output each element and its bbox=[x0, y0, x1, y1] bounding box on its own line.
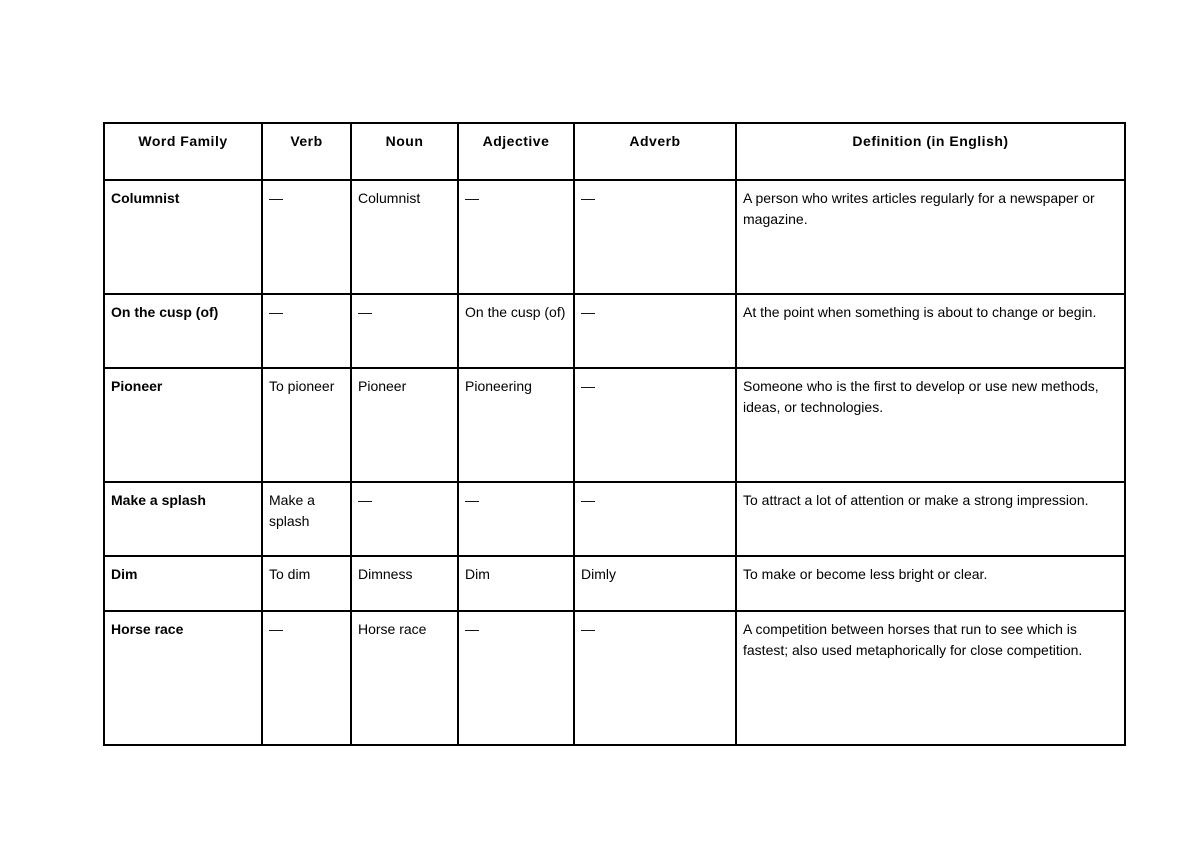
table-row bbox=[104, 294, 1125, 368]
header-adjective: Adjective bbox=[458, 123, 574, 180]
cell-adverb: Dimly bbox=[574, 556, 736, 611]
cell-adverb: — bbox=[574, 611, 736, 745]
vocabulary-table bbox=[103, 122, 1126, 746]
cell-noun: — bbox=[351, 482, 458, 556]
table-header-row bbox=[104, 123, 1125, 180]
cell-adjective: — bbox=[458, 482, 574, 556]
cell-word-family: On the cusp (of) bbox=[104, 294, 262, 368]
header-definition: Definition (in English) bbox=[736, 123, 1125, 180]
cell-noun: Columnist bbox=[351, 180, 458, 294]
cell-definition: A competition between horses that run to see which is fastest; also used metaphorically for close competition. bbox=[736, 611, 1125, 745]
cell-verb: — bbox=[262, 294, 351, 368]
cell-definition: A person who writes articles regularly for a newspaper or magazine. bbox=[736, 180, 1125, 294]
cell-adverb: — bbox=[574, 368, 736, 482]
cell-verb: — bbox=[262, 180, 351, 294]
header-adverb: Adverb bbox=[574, 123, 736, 180]
cell-adverb: — bbox=[574, 482, 736, 556]
cell-noun: Horse race bbox=[351, 611, 458, 745]
cell-definition: At the point when something is about to change or begin. bbox=[736, 294, 1125, 368]
header-noun: Noun bbox=[351, 123, 458, 180]
table-row bbox=[104, 368, 1125, 482]
cell-definition: Someone who is the first to develop or use new methods, ideas, or technologies. bbox=[736, 368, 1125, 482]
table-row bbox=[104, 556, 1125, 611]
cell-word-family: Columnist bbox=[104, 180, 262, 294]
table-row bbox=[104, 482, 1125, 556]
cell-definition: To attract a lot of attention or make a strong impression. bbox=[736, 482, 1125, 556]
cell-verb: — bbox=[262, 611, 351, 745]
cell-adjective: — bbox=[458, 180, 574, 294]
cell-verb: To pioneer bbox=[262, 368, 351, 482]
cell-noun: Dimness bbox=[351, 556, 458, 611]
cell-word-family: Horse race bbox=[104, 611, 262, 745]
cell-adverb: — bbox=[574, 180, 736, 294]
cell-adverb: — bbox=[574, 294, 736, 368]
cell-word-family: Dim bbox=[104, 556, 262, 611]
header-verb: Verb bbox=[262, 123, 351, 180]
cell-verb: To dim bbox=[262, 556, 351, 611]
cell-noun: — bbox=[351, 294, 458, 368]
table-row bbox=[104, 611, 1125, 745]
cell-word-family: Pioneer bbox=[104, 368, 262, 482]
table-row bbox=[104, 180, 1125, 294]
cell-adjective: — bbox=[458, 611, 574, 745]
cell-noun: Pioneer bbox=[351, 368, 458, 482]
cell-verb: Make a splash bbox=[262, 482, 351, 556]
cell-adjective: On the cusp (of) bbox=[458, 294, 574, 368]
cell-adjective: Pioneering bbox=[458, 368, 574, 482]
cell-adjective: Dim bbox=[458, 556, 574, 611]
header-word-family: Word Family bbox=[104, 123, 262, 180]
cell-definition: To make or become less bright or clear. bbox=[736, 556, 1125, 611]
cell-word-family: Make a splash bbox=[104, 482, 262, 556]
